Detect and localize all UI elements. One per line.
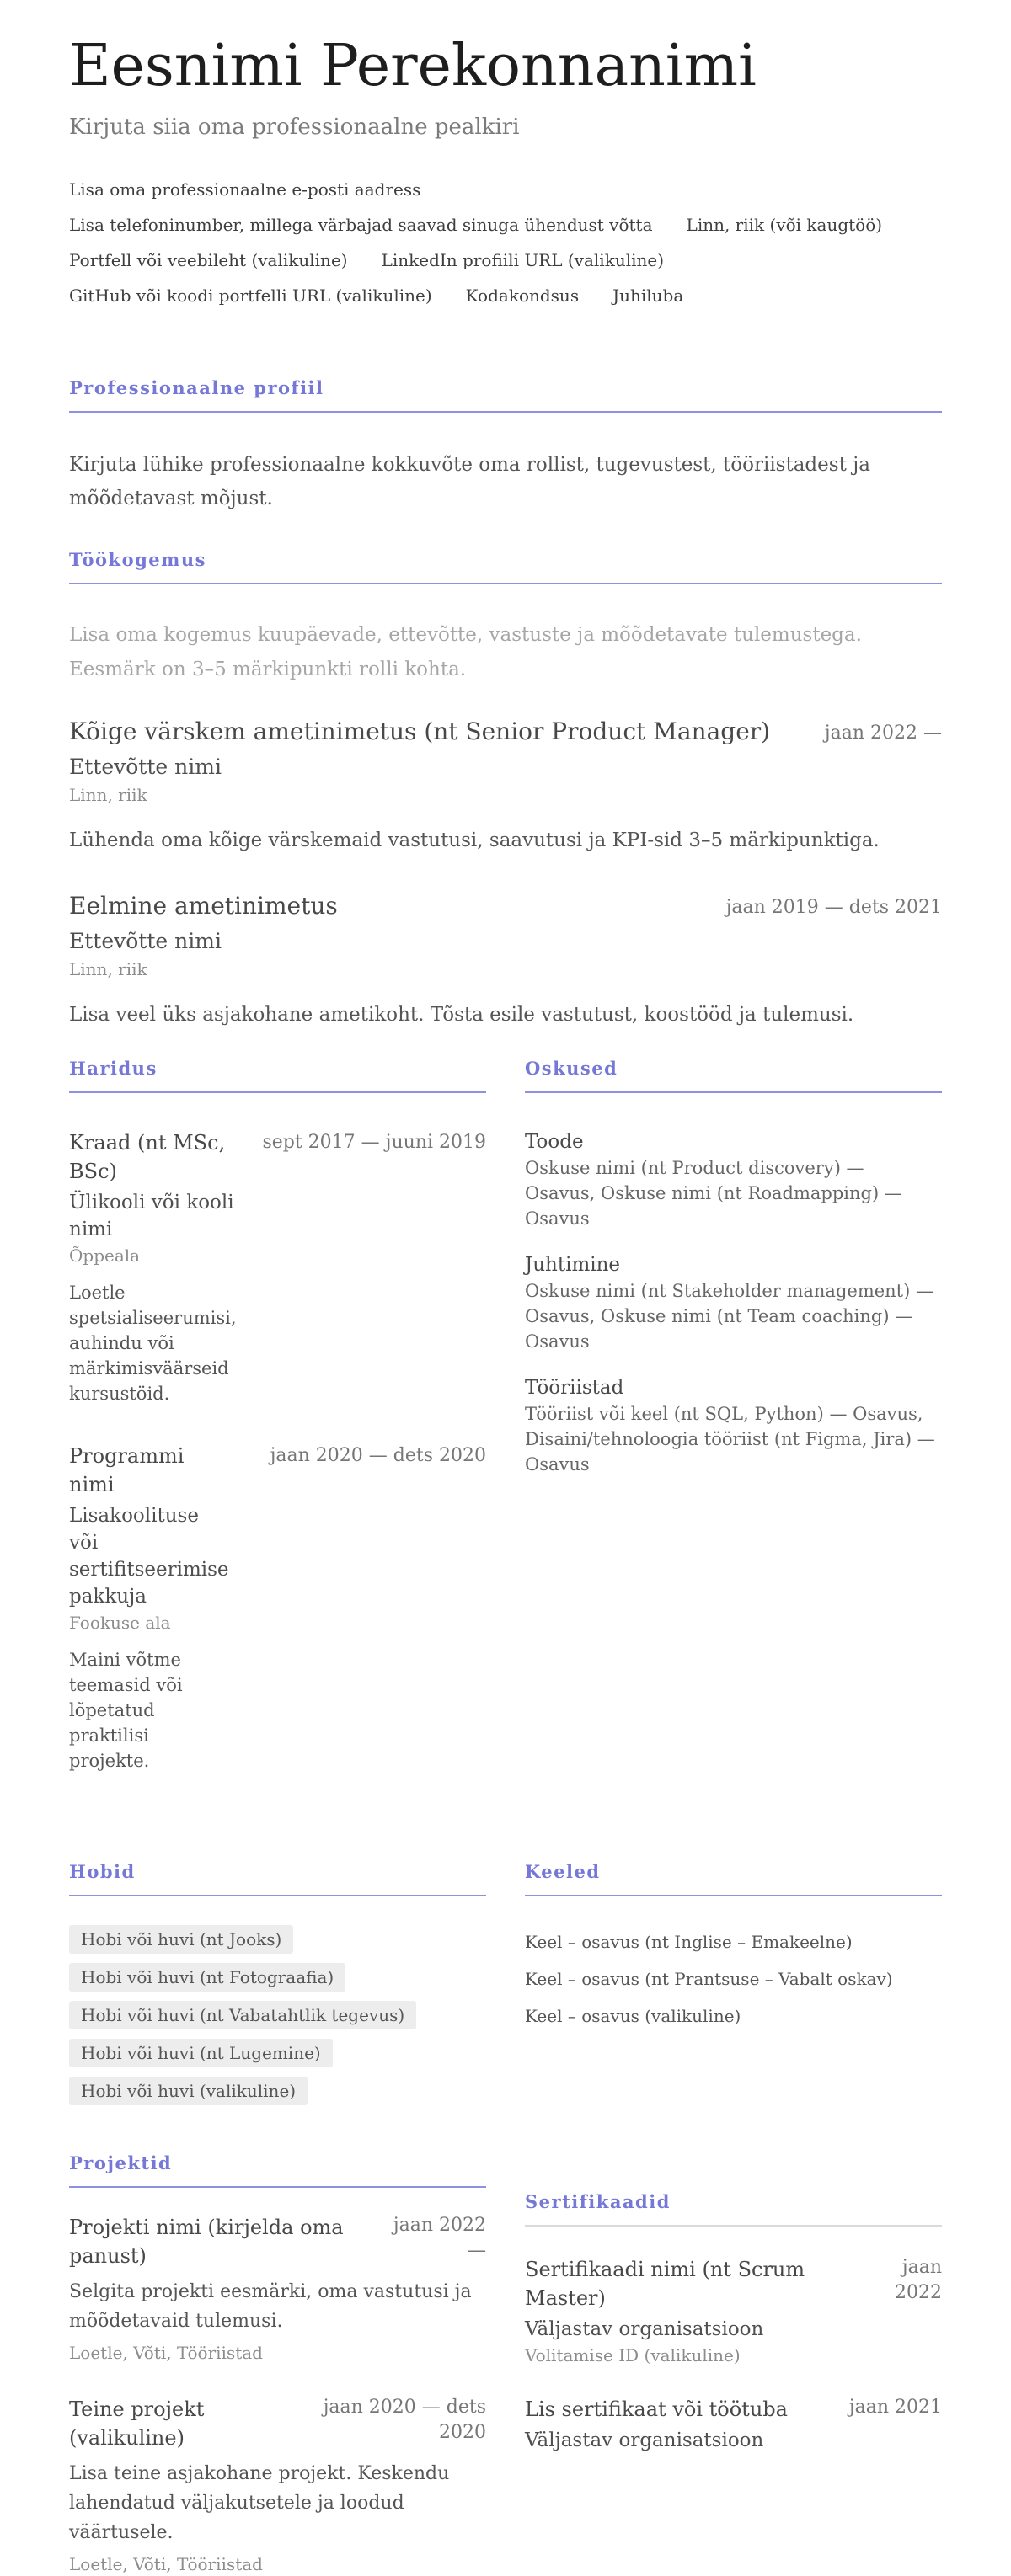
section-heading-experience: Töökogemus (69, 549, 206, 571)
contact-github: GitHub või koodi portfelli URL (valikuline) (69, 285, 432, 307)
section-experience (69, 549, 942, 1031)
experience-placeholder: Lisa oma kogemus kuupäevade, ettevõtte, vastuste ja mõõdetavate tulemustega. Eesmärk on 3–5 märkipunkti rolli kohta. (69, 624, 862, 681)
hobby-chip: Hobi või huvi (nt Jooks) (69, 1925, 293, 1954)
contact-block (69, 181, 942, 305)
education-summary: Loetle spetsialiseerumisi, auhindu või märkimisväärseid kursustöid. (69, 1283, 237, 1405)
skill-group-text: Tööriist või keel (nt SQL, Python) — Osavus, Disaini/tehnoloogia tööriist (nt Figma, Jira) — Osavus (525, 1404, 935, 1475)
education-school: Lisakoolituse või sertifitseerimise pakkuja (69, 1505, 229, 1608)
education-details (69, 1442, 229, 1773)
hobby-chip: Hobi või huvi (nt Fotograafia) (69, 1963, 345, 1992)
hobby-chip: Hobi või huvi (valikuline) (69, 2077, 308, 2105)
education-degree: Programmi nimi (69, 1444, 185, 1497)
skill-group (525, 1128, 942, 1231)
hobby-chip-list (69, 1925, 486, 2105)
project-header (69, 2395, 486, 2452)
hobby-chip: Hobi või huvi (nt Lugemine) (69, 2039, 333, 2067)
education-dates: jaan 2020 — dets 2020 (270, 1445, 486, 1467)
contact-drivers-license: Juhiluba (612, 285, 684, 307)
section-rule-muted (525, 2225, 942, 2227)
section-rule (69, 1091, 486, 1093)
skills-list (525, 1128, 942, 1477)
section-profile (69, 377, 942, 515)
section-languages (525, 1861, 942, 2105)
education-field: Õppeala (69, 1245, 141, 1267)
professional-headline: Kirjuta siia oma professionaalne pealkiri (69, 114, 520, 140)
section-rule (525, 1895, 942, 1896)
skill-group-text: Oskuse nimi (nt Product discovery) — Osavus, Oskuse nimi (nt Roadmapping) — Osavus (525, 1158, 902, 1229)
skill-group-label: Tööriistad (525, 1377, 624, 1400)
section-skills (525, 1058, 942, 1773)
project-entry (69, 2213, 486, 2365)
certificate-entry (525, 2395, 942, 2454)
certificate-org: Väljastav organisatsioon (525, 2318, 764, 2341)
section-heading-profile: Professionaalne profiil (69, 377, 324, 399)
project-dates: jaan 2022 — (393, 2215, 486, 2262)
certificate-entry (525, 2255, 942, 2366)
resume-header (69, 33, 942, 307)
project-list (69, 2213, 486, 2576)
certificate-list (525, 2255, 942, 2454)
profile-summary: Kirjuta lühike professionaalne kokkuvõte oma rollist, tugevustest, tööriistadest ja mõõdetavast mõjust. (69, 454, 870, 510)
certificate-header (525, 2395, 942, 2424)
education-entry (69, 1442, 486, 1773)
skill-group (525, 1251, 942, 1354)
job-company: Ettevõtte nimi (69, 755, 222, 780)
certificate-dates: jaan 2022 (895, 2257, 942, 2304)
education-field: Fookuse ala (69, 1613, 171, 1634)
education-degree: Kraad (nt MSc, BSc) (69, 1131, 226, 1184)
skill-group-text: Oskuse nimi (nt Stakeholder management) — Osavus, Oskuse nimi (nt Team coaching) — Osavus (525, 1281, 933, 1352)
contact-row (69, 216, 942, 234)
section-projects (69, 2152, 486, 2576)
certificate-credential-id: Volitamise ID (valikuline) (525, 2345, 741, 2366)
project-summary: Lisa teine asjakohane projekt. Keskendu lahendatud väljakutsetele ja loodud väärtusele. (69, 2463, 450, 2544)
certificate-org: Väljastav organisatsioon (525, 2429, 764, 2452)
certificate-name: Lis sertifikaat või töötuba (525, 2397, 788, 2422)
education-details (69, 1128, 250, 1406)
section-rule (69, 583, 942, 584)
skill-group (525, 1374, 942, 1477)
language-item: Keel – osavus (nt Inglise – Emakeelne) (525, 1932, 853, 1953)
job-summary: Lisa veel üks asjakohane ametikoht. Tõsta esile vastutust, koostööd ja tulemusi. (69, 1004, 854, 1027)
contact-citizenship: Kodakondsus (465, 285, 580, 307)
job-title: Kõige värskem ametinimetus (nt Senior Product Manager) (69, 717, 771, 746)
page-title: Eesnimi Perekonnanimi (69, 33, 757, 99)
education-summary: Maini võtme teemasid või lõpetatud praktilisi projekte. (69, 1650, 183, 1772)
project-dates: jaan 2020 — dets 2020 (323, 2397, 486, 2444)
job-dates: jaan 2022 — (824, 723, 942, 744)
job-entry (69, 716, 942, 856)
section-heading-projects: Projektid (69, 2152, 173, 2174)
job-company: Ettevõtte nimi (69, 929, 222, 954)
job-dates: jaan 2019 — dets 2021 (725, 897, 942, 919)
job-location: Linn, riik (69, 785, 147, 806)
section-rule (525, 1091, 942, 1093)
job-summary: Lühenda oma kõige värskemaid vastutusi, saavutusi ja KPI-sid 3–5 märkipunktiga. (69, 829, 880, 852)
project-tools: Loetle, Võti, Tööriistad (69, 2343, 263, 2364)
skill-group-label: Juhtimine (525, 1254, 621, 1277)
section-heading-education: Haridus (69, 1058, 158, 1080)
section-certificates (525, 2191, 942, 2576)
education-entry (69, 1128, 486, 1406)
certificate-name: Sertifikaadi nimi (nt Scrum Master) (525, 2258, 805, 2311)
section-heading-skills: Oskused (525, 1058, 618, 1080)
contact-phone: Lisa telefoninumber, millega värbajad saavad sinuga ühendust võtta (69, 215, 653, 236)
language-item: Keel – osavus (nt Prantsuse – Vabalt oskav) (525, 1969, 893, 1990)
education-list (69, 1128, 486, 1773)
contact-portfolio: Portfell või veebileht (valikuline) (69, 250, 348, 271)
contact-linkedin: LinkedIn profiili URL (valikuline) (381, 250, 665, 271)
contact-row (69, 181, 942, 199)
contact-row (69, 287, 942, 305)
job-location: Linn, riik (69, 959, 147, 980)
contact-row (69, 252, 942, 269)
project-header (69, 2213, 486, 2270)
contact-email: Lisa oma professionaalne e-posti aadress (69, 179, 421, 200)
project-name: Projekti nimi (kirjelda oma panust) (69, 2216, 344, 2269)
certificate-header (525, 2255, 942, 2312)
job-header (69, 716, 942, 748)
job-header (69, 890, 942, 922)
section-rule (69, 411, 942, 413)
certificate-dates: jaan 2021 (848, 2397, 942, 2419)
two-column-area (69, 1058, 942, 2576)
education-school: Ülikooli või kooli nimi (69, 1192, 234, 1241)
section-rule (69, 2186, 486, 2188)
hobby-chip: Hobi või huvi (nt Vabatahtlik tegevus) (69, 2001, 416, 2029)
skill-group-label: Toode (525, 1131, 584, 1154)
section-heading-languages: Keeled (525, 1861, 601, 1883)
language-item: Keel – osavus (valikuline) (525, 2006, 741, 2027)
section-heading-hobbies: Hobid (69, 1861, 136, 1883)
section-education (69, 1058, 486, 1773)
project-tools: Loetle, Võti, Tööriistad (69, 2554, 263, 2575)
job-entry (69, 890, 942, 1031)
project-summary: Selgita projekti eesmärki, oma vastutusi ja mõõdetavaid tulemusi. (69, 2281, 472, 2333)
job-title: Eelmine ametinimetus (69, 892, 338, 920)
education-dates: sept 2017 — juuni 2019 (262, 1132, 486, 1154)
section-hobbies (69, 1861, 486, 2105)
contact-location: Linn, riik (või kaugtöö) (686, 215, 883, 236)
project-entry (69, 2395, 486, 2576)
section-heading-certificates: Sertifikaadid (525, 2191, 671, 2213)
project-name: Teine projekt (valikuline) (69, 2397, 205, 2451)
section-rule (69, 1895, 486, 1896)
language-list (525, 1930, 942, 2028)
